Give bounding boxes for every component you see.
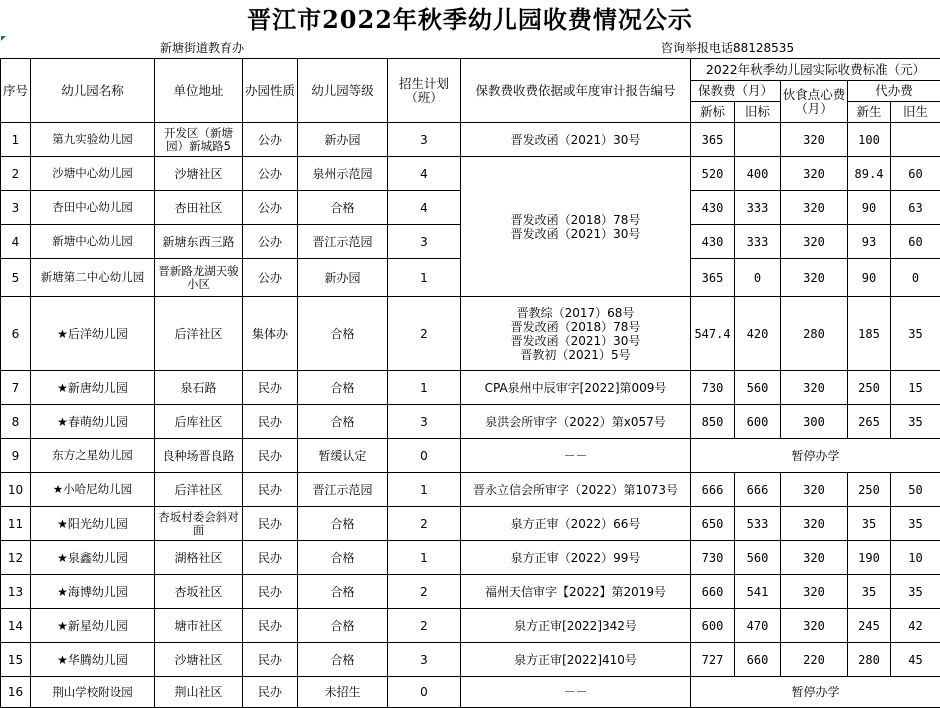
level-cell: 合格 [298, 405, 388, 439]
agency-fee-new-student: 280 [848, 643, 891, 677]
agency-fee-old-student: 10 [891, 541, 940, 575]
basis-line: 晋教初（2021）5号 [462, 348, 689, 362]
level-cell: 合格 [298, 609, 388, 643]
basis-cell: －－ [461, 677, 691, 708]
table-row [1, 405, 940, 439]
basis-cell: 晋永立信会所审字（2022）第1073号 [461, 473, 691, 507]
agency-fee-old-student: 35 [891, 507, 940, 541]
level-cell: 新办园 [298, 259, 388, 297]
fee-table [0, 58, 940, 708]
kindergarten-name: ★泉鑫幼儿园 [31, 541, 155, 575]
address-cell: 开发区（新塘园）新城路5 [155, 123, 243, 157]
address-cell: 塘市社区 [155, 609, 243, 643]
agency-fee-old-student: 35 [891, 575, 940, 609]
enrollment-plan: 2 [388, 609, 461, 643]
nature-cell: 公办 [243, 259, 298, 297]
tuition-new-standard: 600 [691, 609, 735, 643]
agency-fee-old-student [891, 123, 940, 157]
nature-cell: 民办 [243, 609, 298, 643]
header-fee-group: 2022年秋季幼儿园实际收费标准（元） [691, 59, 940, 81]
meal-fee: 320 [781, 541, 848, 575]
row-seq: 14 [1, 609, 31, 643]
row-seq: 6 [1, 297, 31, 371]
agency-fee-new-student: 90 [848, 191, 891, 225]
table-row [1, 643, 940, 677]
row-seq: 8 [1, 405, 31, 439]
row-seq: 11 [1, 507, 31, 541]
tuition-old-standard: 660 [735, 643, 781, 677]
header-name: 幼儿园名称 [31, 59, 155, 123]
tuition-new-standard: 520 [691, 157, 735, 191]
basis-line: 晋发改函（2018）78号 [462, 213, 689, 227]
header-meal: 伙食点心费（月） [781, 81, 848, 123]
tuition-old-standard: 541 [735, 575, 781, 609]
tuition-new-standard: 430 [691, 225, 735, 259]
meal-fee: 320 [781, 473, 848, 507]
kindergarten-name: ★新星幼儿园 [31, 609, 155, 643]
table-row [1, 541, 940, 575]
level-cell: 暂缓认定 [298, 439, 388, 473]
nature-cell: 民办 [243, 541, 298, 575]
enrollment-plan: 2 [388, 297, 461, 371]
row-seq: 1 [1, 123, 31, 157]
hotline-text: 咨询举报电话88128535 [661, 39, 794, 56]
basis-cell: CPA泉州中辰审字[2022]第009号 [461, 371, 691, 405]
table-row [1, 157, 940, 191]
level-cell: 晋江示范园 [298, 225, 388, 259]
level-cell: 新办园 [298, 123, 388, 157]
meal-fee: 300 [781, 405, 848, 439]
kindergarten-name: ★海博幼儿园 [31, 575, 155, 609]
nature-cell: 民办 [243, 473, 298, 507]
basis-cell: 泉方正审[2022]410号 [461, 643, 691, 677]
agency-fee-new-student: 265 [848, 405, 891, 439]
agency-fee-new-student: 89.4 [848, 157, 891, 191]
meal-fee: 320 [781, 225, 848, 259]
agency-fee-new-student: 245 [848, 609, 891, 643]
nature-cell: 集体办 [243, 297, 298, 371]
agency-fee-new-student: 100 [848, 123, 891, 157]
enrollment-plan: 0 [388, 677, 461, 708]
suspended-status: 暂停办学 [691, 677, 940, 708]
basis-cell: 泉方正审[2022]342号 [461, 609, 691, 643]
tuition-new-standard: 365 [691, 123, 735, 157]
table-row [1, 371, 940, 405]
meal-fee: 280 [781, 297, 848, 371]
meal-fee: 320 [781, 507, 848, 541]
enrollment-plan: 0 [388, 439, 461, 473]
suspended-status: 暂停办学 [691, 439, 940, 473]
tuition-old-standard [735, 123, 781, 157]
address-cell: 后库社区 [155, 405, 243, 439]
agency-fee-new-student: 93 [848, 225, 891, 259]
enrollment-plan: 1 [388, 473, 461, 507]
level-cell: 泉州示范园 [298, 157, 388, 191]
meal-fee: 320 [781, 123, 848, 157]
nature-cell: 民办 [243, 575, 298, 609]
tuition-new-standard: 365 [691, 259, 735, 297]
meal-fee: 320 [781, 575, 848, 609]
address-cell: 后洋社区 [155, 473, 243, 507]
address-cell: 杏坂社区 [155, 575, 243, 609]
row-seq: 16 [1, 677, 31, 708]
agency-fee-old-student: 60 [891, 157, 940, 191]
meal-fee: 220 [781, 643, 848, 677]
nature-cell: 民办 [243, 439, 298, 473]
header-old-student: 旧生 [891, 102, 940, 123]
basis-line: 晋发改函（2021）30号 [462, 227, 689, 241]
agency-fee-new-student: 190 [848, 541, 891, 575]
tuition-new-standard: 850 [691, 405, 735, 439]
row-seq: 2 [1, 157, 31, 191]
agency-fee-old-student: 42 [891, 609, 940, 643]
enrollment-plan: 3 [388, 123, 461, 157]
table-row [1, 123, 940, 157]
level-cell: 合格 [298, 191, 388, 225]
header-tuition: 保教费（月） [691, 81, 781, 102]
row-seq: 9 [1, 439, 31, 473]
header-seq: 序号 [1, 59, 31, 123]
row-seq: 7 [1, 371, 31, 405]
kindergarten-name: ★华腾幼儿园 [31, 643, 155, 677]
agency-fee-old-student: 60 [891, 225, 940, 259]
row-seq: 15 [1, 643, 31, 677]
agency-fee-old-student: 35 [891, 297, 940, 371]
tuition-old-standard: 420 [735, 297, 781, 371]
address-cell: 沙塘社区 [155, 157, 243, 191]
tuition-old-standard: 470 [735, 609, 781, 643]
level-cell: 合格 [298, 541, 388, 575]
address-cell: 良种场晋良路 [155, 439, 243, 473]
basis-cell: 晋发改函（2021）30号 [461, 123, 691, 157]
row-seq: 13 [1, 575, 31, 609]
tuition-new-standard: 666 [691, 473, 735, 507]
header-address: 单位地址 [155, 59, 243, 123]
table-row [1, 677, 940, 708]
meal-fee: 320 [781, 371, 848, 405]
tuition-old-standard: 333 [735, 225, 781, 259]
agency-fee-old-student: 63 [891, 191, 940, 225]
table-row [1, 439, 940, 473]
nature-cell: 民办 [243, 507, 298, 541]
header-nature: 办园性质 [243, 59, 298, 123]
basis-cell-shared [461, 157, 691, 297]
header-new-standard: 新标 [691, 102, 735, 123]
address-cell: 湖格社区 [155, 541, 243, 575]
row-seq: 3 [1, 191, 31, 225]
nature-cell: 民办 [243, 643, 298, 677]
enrollment-plan: 3 [388, 643, 461, 677]
tuition-new-standard: 660 [691, 575, 735, 609]
table-row [1, 297, 940, 371]
agency-fee-old-student: 0 [891, 259, 940, 297]
nature-cell: 公办 [243, 123, 298, 157]
table-row [1, 473, 940, 507]
basis-line: 晋发改函（2021）30号 [462, 334, 689, 348]
row-seq: 4 [1, 225, 31, 259]
enrollment-plan: 2 [388, 575, 461, 609]
nature-cell: 公办 [243, 157, 298, 191]
agency-fee-new-student: 35 [848, 507, 891, 541]
page-title: 晋江市2022年秋季幼儿园收费情况公示 [0, 0, 940, 35]
tuition-old-standard: 560 [735, 371, 781, 405]
basis-cell: 泉方正审（2022）66号 [461, 507, 691, 541]
basis-cell: 福州天信审字【2022】第2019号 [461, 575, 691, 609]
nature-cell: 民办 [243, 677, 298, 708]
kindergarten-name: ★春萌幼儿园 [31, 405, 155, 439]
address-cell: 杏田社区 [155, 191, 243, 225]
office-name: 新塘街道教育办 [160, 39, 244, 56]
row-seq: 12 [1, 541, 31, 575]
sub-header-row [0, 35, 940, 58]
table-row [1, 575, 940, 609]
nature-cell: 公办 [243, 225, 298, 259]
agency-fee-new-student: 250 [848, 473, 891, 507]
basis-cell: 泉方正审（2022）99号 [461, 541, 691, 575]
tuition-old-standard: 333 [735, 191, 781, 225]
tuition-new-standard: 650 [691, 507, 735, 541]
header-level: 幼儿园等级 [298, 59, 388, 123]
meal-fee: 320 [781, 157, 848, 191]
tuition-old-standard: 533 [735, 507, 781, 541]
agency-fee-new-student: 35 [848, 575, 891, 609]
agency-fee-old-student: 50 [891, 473, 940, 507]
kindergarten-name: 杏田中心幼儿园 [31, 191, 155, 225]
tuition-old-standard: 0 [735, 259, 781, 297]
nature-cell: 民办 [243, 405, 298, 439]
header-agency: 代办费 [848, 81, 940, 102]
kindergarten-name: 第九实验幼儿园 [31, 123, 155, 157]
meal-fee: 320 [781, 609, 848, 643]
level-cell: 未招生 [298, 677, 388, 708]
level-cell: 合格 [298, 297, 388, 371]
enrollment-plan: 4 [388, 157, 461, 191]
address-cell: 杏坂村委会斜对面 [155, 507, 243, 541]
agency-fee-new-student: 90 [848, 259, 891, 297]
tuition-new-standard: 730 [691, 541, 735, 575]
kindergarten-name: 荆山学校附设园 [31, 677, 155, 708]
kindergarten-name: 新塘中心幼儿园 [31, 225, 155, 259]
agency-fee-old-student: 15 [891, 371, 940, 405]
enrollment-plan: 1 [388, 541, 461, 575]
tuition-old-standard: 560 [735, 541, 781, 575]
kindergarten-name: ★小哈尼幼儿园 [31, 473, 155, 507]
tuition-new-standard: 730 [691, 371, 735, 405]
level-cell: 合格 [298, 371, 388, 405]
kindergarten-name: 东方之星幼儿园 [31, 439, 155, 473]
address-cell: 后洋社区 [155, 297, 243, 371]
agency-fee-new-student: 250 [848, 371, 891, 405]
kindergarten-name: 新塘第二中心幼儿园 [31, 259, 155, 297]
enrollment-plan: 1 [388, 259, 461, 297]
basis-line: 晋发改函（2018）78号 [462, 320, 689, 334]
meal-fee: 320 [781, 259, 848, 297]
tuition-old-standard: 600 [735, 405, 781, 439]
basis-line: 晋教综（2017）68号 [462, 306, 689, 320]
tuition-old-standard: 666 [735, 473, 781, 507]
enrollment-plan: 3 [388, 225, 461, 259]
tuition-new-standard: 547.4 [691, 297, 735, 371]
tuition-new-standard: 430 [691, 191, 735, 225]
table-row [1, 609, 940, 643]
level-cell: 合格 [298, 643, 388, 677]
kindergarten-name: ★新唐幼儿园 [31, 371, 155, 405]
address-cell: 泉石路 [155, 371, 243, 405]
nature-cell: 民办 [243, 371, 298, 405]
header-old-standard: 旧标 [735, 102, 781, 123]
header-plan: 招生计划（班） [388, 59, 461, 123]
header-basis: 保教费收费依据或年度审计报告编号 [461, 59, 691, 123]
address-cell: 晋新路龙湖天骏小区 [155, 259, 243, 297]
address-cell: 沙塘社区 [155, 643, 243, 677]
header-new-student: 新生 [848, 102, 891, 123]
row-seq: 5 [1, 259, 31, 297]
agency-fee-old-student: 35 [891, 405, 940, 439]
enrollment-plan: 4 [388, 191, 461, 225]
kindergarten-name: ★后洋幼儿园 [31, 297, 155, 371]
agency-fee-new-student: 185 [848, 297, 891, 371]
basis-cell: 泉洪会所审字（2022）第x057号 [461, 405, 691, 439]
nature-cell: 公办 [243, 191, 298, 225]
address-cell: 新塘东西三路 [155, 225, 243, 259]
level-cell: 晋江示范园 [298, 473, 388, 507]
enrollment-plan: 2 [388, 507, 461, 541]
row-seq: 10 [1, 473, 31, 507]
table-row [1, 507, 940, 541]
tuition-old-standard: 400 [735, 157, 781, 191]
header-row-1 [1, 59, 940, 81]
tuition-new-standard: 727 [691, 643, 735, 677]
agency-fee-old-student: 45 [891, 643, 940, 677]
address-cell: 荆山社区 [155, 677, 243, 708]
level-cell: 合格 [298, 575, 388, 609]
level-cell: 合格 [298, 507, 388, 541]
basis-cell: －－ [461, 439, 691, 473]
kindergarten-name: ★阳光幼儿园 [31, 507, 155, 541]
enrollment-plan: 3 [388, 405, 461, 439]
basis-cell [461, 297, 691, 371]
enrollment-plan: 1 [388, 371, 461, 405]
kindergarten-name: 沙塘中心幼儿园 [31, 157, 155, 191]
meal-fee: 320 [781, 191, 848, 225]
